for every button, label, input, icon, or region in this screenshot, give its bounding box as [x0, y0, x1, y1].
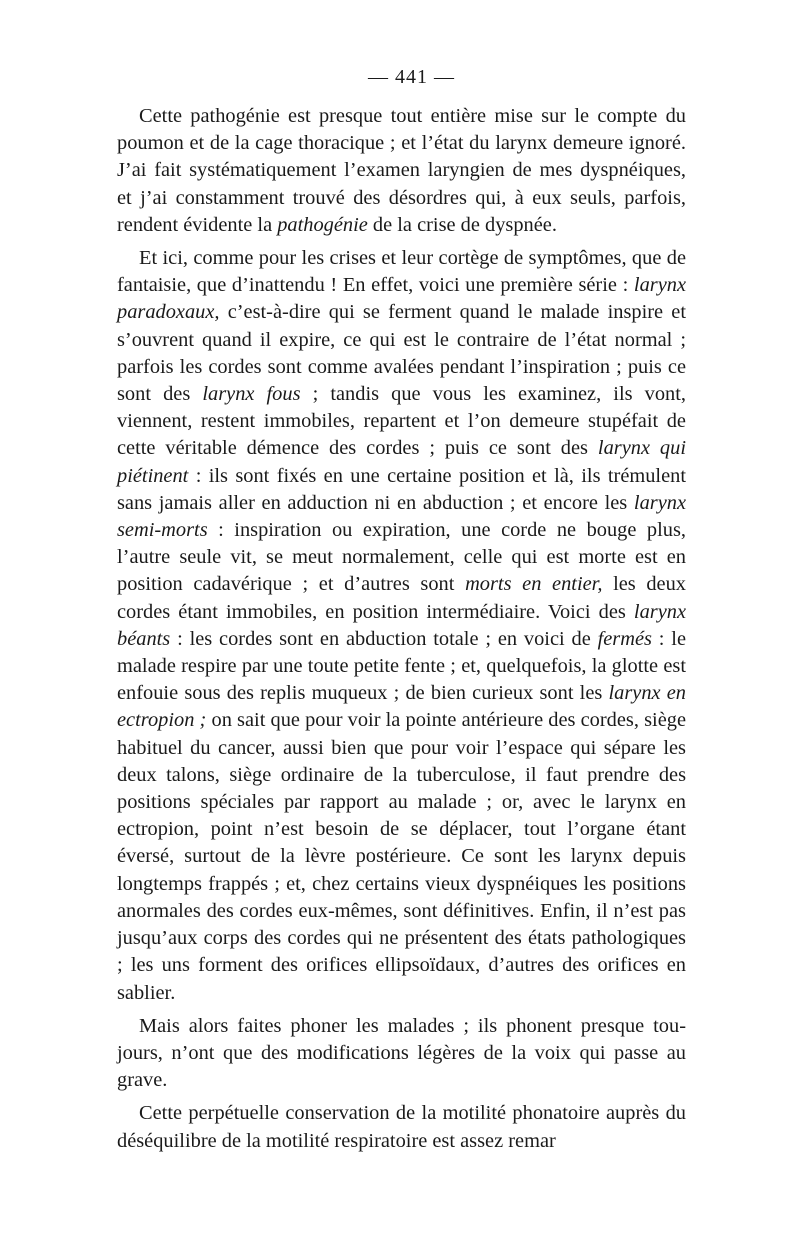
- italic-text-segment: morts en entier,: [465, 573, 603, 596]
- text-segment: : les cordes sont en abduction totale ; en voici de: [170, 627, 598, 650]
- text-segment: Et ici, comme pour les crises et leur cortège de symptômes, que de fantaisie, que d’inattendu ! En effet, voici une première série :: [117, 247, 686, 297]
- italic-text-segment: larynx qui piétinent: [117, 437, 686, 487]
- italic-text-segment: larynx en ectropion ;: [117, 682, 686, 732]
- text-segment: Cette perpétuelle conservation de la motilité phonatoire auprès du déséquilibre de la motilité respiratoire est assez remar: [117, 1102, 686, 1152]
- document-page: [117, 66, 686, 1155]
- italic-text-segment: fermés: [597, 627, 652, 650]
- text-segment: Cette pathogénie est presque tout entière mise sur le compte du poumon et de la cage thoracique ; et l’état du larynx demeure ignoré. J’ai fait systématiquement l’examen laryngien de mes dyspnéiques, et j’ai constamment trouvé des désordres qui, à eux seuls, parfois, rendent évidente la: [117, 105, 686, 236]
- text-segment: : ils sont fixés en une certaine position et là, ils trémulent sans jamais aller en adduction ni en abduction ; et encore les: [117, 464, 686, 514]
- text-segment: : le malade respire par une toute petite fente ; et, quelquefois, la glotte est enfouie sous des replis muqueux ; de bien curieux sont les: [117, 627, 686, 705]
- italic-text-segment: larynx fous: [202, 383, 301, 406]
- text-segment: on sait que pour voir la pointe antérieure des cordes, siège habituel du cancer, aussi bien que pour voir l’espace qui sépare les deux talons, siège ordinaire de la tuberculose, il faut prendre des positions spéciales par rapport au malade ; or, avec le larynx en ectropion, point n’est besoin de se déplacer, tout l’organe étant éversé, surtout de la lèvre postérieure. Ce sont les larynx depuis longtemps frappés ; et, chez certains vieux dyspnéiques les positions anormales des cordes eux-mêmes, sont définitives. Enfin, il n’est pas jusqu’aux corps des cordes qui ne présentent des états pathologiques ; les uns forment des orifices ellipsoïdaux, d’autres des orifices en sablier.: [117, 709, 686, 1004]
- italic-text-segment: larynx paradoxaux,: [117, 274, 686, 324]
- text-segment: ; tandis que vous les examinez, ils vont, viennent, restent immobiles, repartent et l’on demeure stupéfait de cette véritable démence des cordes ; puis ce sont des: [117, 383, 686, 460]
- paragraph-2: [117, 245, 686, 1007]
- paragraph-3: [117, 1013, 686, 1095]
- text-segment: les deux cordes étant immobiles, en position intermédiaire. Voici des: [117, 573, 686, 623]
- paragraph-1: [117, 103, 686, 239]
- text-segment: c’est-à-dire qui se ferment quand le malade inspire et s’ouvrent quand il expire, ce qui est le contraire de l’état normal ; parfois les cordes sont comme avalées pendant l’inspiration ; puis ce sont des: [117, 301, 686, 406]
- italic-text-segment: larynx semi-morts: [117, 491, 686, 542]
- italic-text-segment: larynx béants: [117, 600, 686, 650]
- text-segment: de la crise de dyspnée.: [367, 213, 557, 236]
- paragraph-4: [117, 1100, 686, 1154]
- text-segment: Mais alors faites phoner les malades ; ils phonent presque toujours, n’ont que des modifications légères de la voix qui passe au grave.: [117, 1014, 686, 1092]
- page-number: — 441 —: [368, 66, 455, 88]
- italic-text-segment: pathogénie: [277, 213, 368, 236]
- text-segment: : inspiration ou expiration, une corde ne bouge plus, l’autre seule vit, se meut normalement, celle qui est morte est en position cadavérique ; et d’autres sont: [117, 519, 686, 596]
